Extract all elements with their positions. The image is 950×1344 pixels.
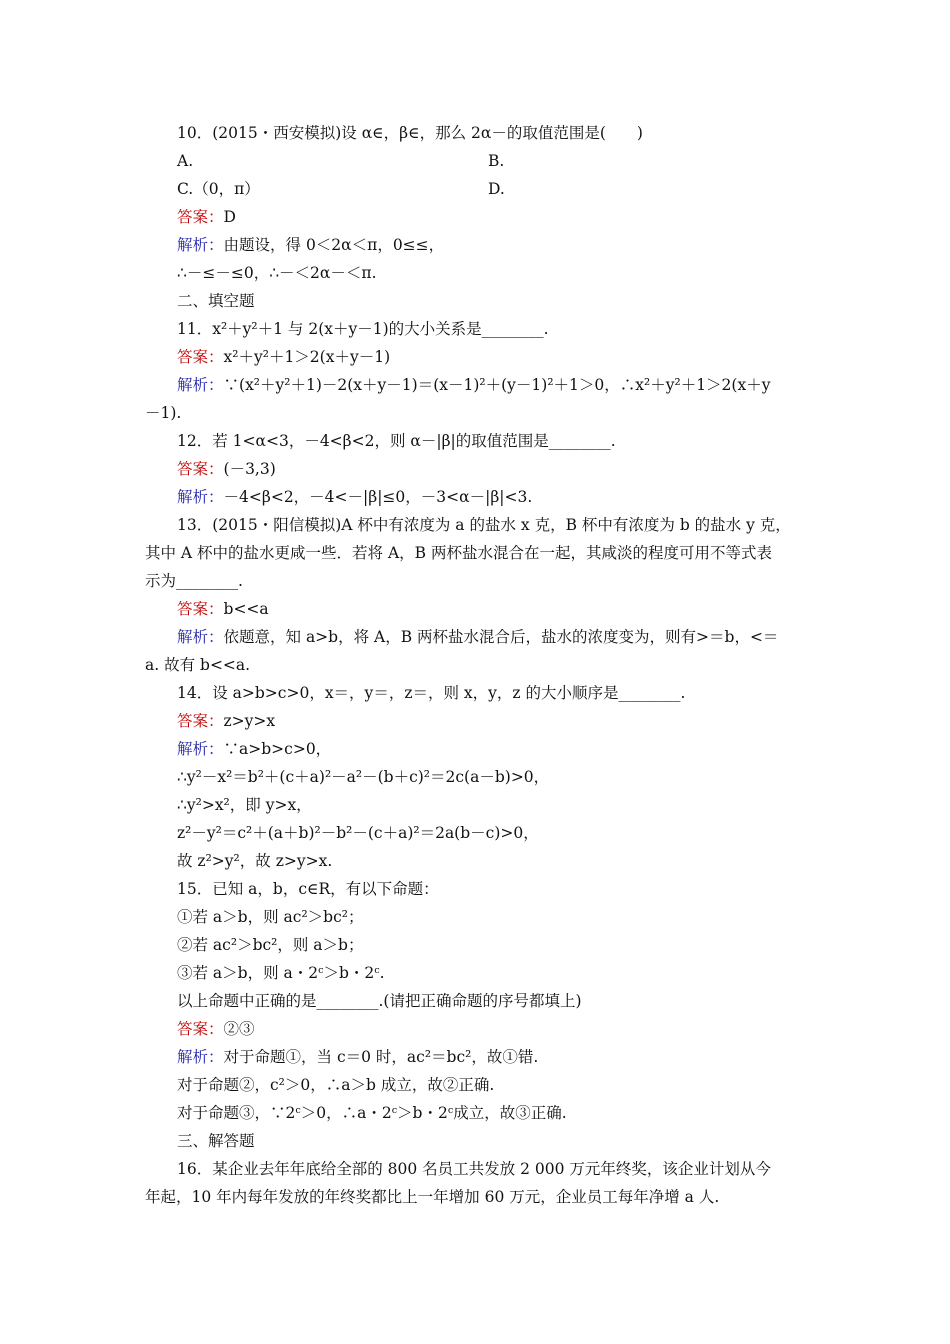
q15-answer: ②③ bbox=[223, 1020, 255, 1038]
q15-analysis-2: 对于命题②，c²＞0，∴a＞b 成立，故②正确. bbox=[177, 1076, 495, 1094]
q14-analysis-3: ∴y²>x²，即 y>x， bbox=[177, 796, 312, 814]
q15-proposition-2: ②若 ac²＞bc²，则 a＞b； bbox=[177, 936, 364, 954]
q11-stem: 11．x²＋y²＋1 与 2(x＋y－1)的大小关系是________. bbox=[177, 320, 549, 338]
answer-label: 答案： bbox=[177, 712, 224, 730]
q14-analysis-5: 故 z²>y²，故 z>y>x. bbox=[177, 852, 333, 870]
q10-option-d: D. bbox=[488, 180, 505, 198]
q13-answer-line bbox=[177, 599, 269, 619]
analysis-label: 解析： bbox=[177, 236, 224, 254]
q10-analysis-line bbox=[177, 235, 444, 255]
q15-analysis-1: 对于命题①，当 c＝0 时，ac²＝bc²，故①错. bbox=[223, 1048, 539, 1066]
q10-answer: D bbox=[223, 208, 236, 226]
q11-answer: x²＋y²＋1＞2(x＋y－1) bbox=[223, 348, 391, 366]
q14-answer-line bbox=[177, 711, 275, 731]
section-heading-fill-blank: 二、填空题 bbox=[177, 292, 255, 310]
analysis-label: 解析： bbox=[177, 376, 224, 394]
q15-ask: 以上命题中正确的是________.(请把正确命题的序号都填上) bbox=[177, 992, 582, 1010]
q10-option-a: A. bbox=[177, 152, 194, 170]
q14-stem: 14．设 a>b>c>0，x＝，y＝，z＝，则 x，y，z 的大小顺序是________. bbox=[177, 684, 686, 702]
answer-label: 答案： bbox=[177, 348, 224, 366]
answer-label: 答案： bbox=[177, 208, 224, 226]
answer-label: 答案： bbox=[177, 460, 224, 478]
analysis-label: 解析： bbox=[177, 488, 224, 506]
q12-analysis-1: －4<β<2，－4<－|β|≤0，－3<α－|β|<3. bbox=[223, 488, 533, 506]
q13-answer: b<<a bbox=[223, 600, 269, 618]
analysis-label: 解析： bbox=[177, 1048, 224, 1066]
q13-stem-1: 13．(2015・阳信模拟)A 杯中有浓度为 a 的盐水 x 克，B 杯中有浓度为 b 的盐水 y 克， bbox=[177, 516, 791, 534]
q13-analysis-2: a. 故有 b<<a. bbox=[145, 656, 251, 674]
q10-analysis-2: ∴－≤－≤0，∴－＜2α－＜π. bbox=[177, 264, 377, 282]
q15-stem: 15．已知 a，b，c∈R，有以下命题： bbox=[177, 880, 439, 898]
q15-analysis-line bbox=[177, 1047, 538, 1067]
section-heading-solve: 三、解答题 bbox=[177, 1132, 255, 1150]
q14-analysis-1: ∵a>b>c>0， bbox=[223, 740, 332, 758]
answer-label: 答案： bbox=[177, 600, 224, 618]
q14-analysis-line bbox=[177, 739, 331, 759]
q11-analysis-line bbox=[177, 375, 770, 395]
q10-stem: 10．(2015・西安模拟)设 α∈，β∈，那么 2α－的取值范围是( ) bbox=[177, 124, 643, 142]
q12-answer-line bbox=[177, 459, 276, 479]
q13-stem-2: 其中 A 杯中的盐水更咸一些．若将 A，B 两杯盐水混合在一起，其咸淡的程度可用不等式表 bbox=[145, 544, 772, 562]
q13-stem-3: 示为________. bbox=[145, 572, 243, 590]
q15-proposition-3: ③若 a＞b，则 a・2ᶜ＞b・2ᶜ. bbox=[177, 964, 385, 982]
q10-option-c: C.（0，π） bbox=[177, 180, 260, 198]
answer-label: 答案： bbox=[177, 1020, 224, 1038]
q16-stem-1: 16．某企业去年年底给全部的 800 名员工共发放 2 000 万元年终奖，该企业计划从今 bbox=[177, 1160, 771, 1178]
q12-analysis-line bbox=[177, 487, 532, 507]
q12-stem: 12．若 1<α<3，－4<β<2，则 α－|β|的取值范围是________. bbox=[177, 432, 616, 450]
q14-answer: z>y>x bbox=[223, 712, 276, 730]
q16-stem-2: 年起，10 年内每年发放的年终奖都比上一年增加 60 万元，企业员工每年净增 a 人. bbox=[145, 1188, 720, 1206]
q13-analysis-line bbox=[177, 627, 778, 647]
q10-analysis-1: 由题设，得 0＜2α＜π，0≤≤， bbox=[223, 236, 445, 254]
q15-analysis-3: 对于命题③，∵2ᶜ＞0，∴a・2ᶜ＞b・2ᶜ成立，故③正确. bbox=[177, 1104, 567, 1122]
q15-answer-line bbox=[177, 1019, 255, 1039]
q11-analysis-2: －1). bbox=[145, 404, 182, 422]
q14-analysis-2: ∴y²－x²＝b²＋(c＋a)²－a²－(b＋c)²＝2c(a－b)>0， bbox=[177, 768, 550, 786]
q14-analysis-4: z²－y²＝c²＋(a＋b)²－b²－(c＋a)²＝2a(b－c)>0， bbox=[177, 824, 539, 842]
q13-analysis-1: 依题意，知 a>b，将 A，B 两杯盐水混合后，盐水的浓度变为，则有>＝b，<＝ bbox=[223, 628, 779, 646]
analysis-label: 解析： bbox=[177, 740, 224, 758]
q10-option-b: B. bbox=[488, 152, 505, 170]
q11-analysis-1: ∵(x²＋y²＋1)－2(x＋y－1)＝(x－1)²＋(y－1)²＋1＞0，∴x²＋y²＋1＞2(x＋y bbox=[223, 376, 771, 394]
analysis-label: 解析： bbox=[177, 628, 224, 646]
q10-answer-line bbox=[177, 207, 236, 227]
q12-answer: (－3,3) bbox=[223, 460, 276, 478]
q11-answer-line bbox=[177, 347, 390, 367]
q15-proposition-1: ①若 a＞b，则 ac²＞bc²； bbox=[177, 908, 364, 926]
